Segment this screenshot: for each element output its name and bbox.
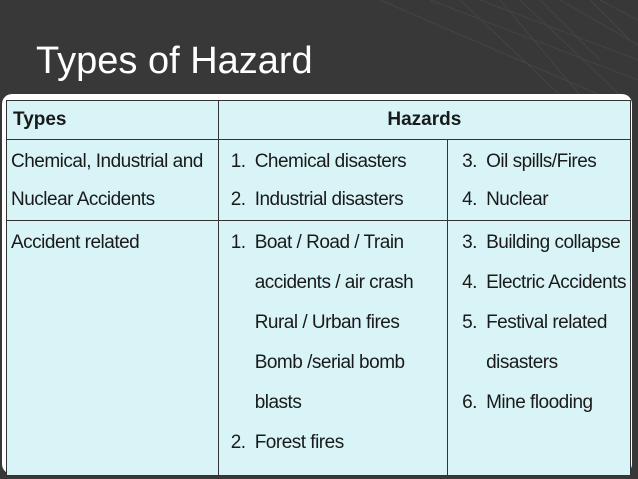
hazard-item: accidents / air crash: [254, 272, 414, 293]
hazard-item: 4. Electric Accidents: [462, 272, 626, 293]
hazard-item: 6. Mine flooding: [462, 392, 593, 413]
type-line: Accident related: [11, 232, 140, 253]
hazard-item: 2. Forest fires: [230, 432, 344, 453]
hazard-item: 1. Boat / Road / Train: [230, 232, 404, 253]
header-hazards: Hazards: [218, 101, 630, 140]
type-cell: [7, 140, 219, 221]
hazard-item: 1. Chemical disasters: [230, 151, 407, 172]
hazard-item: 3. Building collapse: [462, 232, 621, 253]
hazard-item: Bomb /serial bomb: [254, 352, 405, 373]
hazard-item: 3. Oil spills/Fires: [462, 151, 597, 172]
type-line: Nuclear Accidents: [11, 189, 155, 210]
slide-title: Types of Hazard: [36, 40, 313, 82]
table-row: [7, 140, 631, 221]
hazard-item: 5. Festival related: [462, 312, 607, 333]
hazards-cell-b: [448, 140, 631, 221]
hazards-table: [6, 100, 631, 476]
header-row: [7, 101, 631, 140]
type-line: Chemical, Industrial and: [11, 151, 203, 172]
hazards-cell-a: [218, 140, 447, 221]
hazard-item: 2. Industrial disasters: [230, 189, 404, 210]
hazard-item: 4. Nuclear: [462, 189, 549, 210]
hazards-cell-a: [218, 221, 447, 476]
hazard-item: blasts: [254, 392, 302, 413]
type-cell: [7, 221, 219, 476]
hazards-cell-b: [448, 221, 631, 476]
hazard-item: Rural / Urban fires: [254, 312, 400, 333]
hazard-item: disasters: [486, 352, 558, 373]
header-types: Types: [7, 101, 219, 140]
table-row: [7, 221, 631, 476]
